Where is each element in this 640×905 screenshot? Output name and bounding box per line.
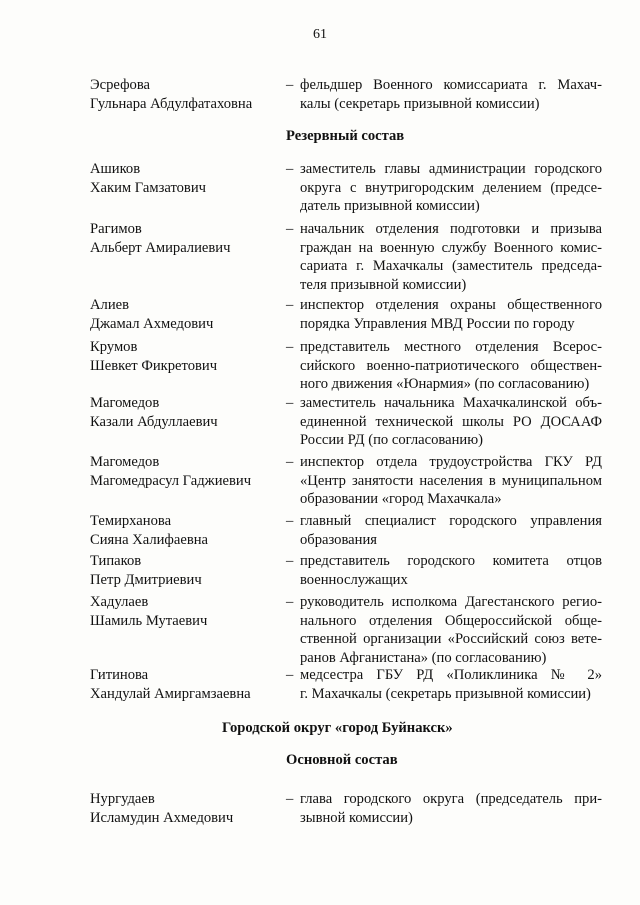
member-given-name: Шамиль Мутаевич: [90, 612, 208, 629]
dash-separator: –: [286, 553, 294, 569]
position-line: образования: [300, 531, 377, 548]
dash-separator: –: [286, 161, 294, 177]
position-line: фельдшер Военного комиссариата г. Махач-: [300, 77, 602, 93]
member-surname: Ашиков: [90, 161, 141, 177]
member-name: [90, 790, 280, 827]
section-heading-city: Городской округ «город Буйнакск»: [222, 720, 453, 736]
section-heading-main: Основной состав: [286, 752, 398, 768]
member-position: [300, 593, 602, 667]
member-position: [300, 394, 602, 450]
dash-separator: –: [286, 667, 294, 683]
member-name: [90, 552, 280, 589]
position-line: глава городского округа (председатель при-: [300, 791, 602, 807]
member-surname: Рагимов: [90, 221, 142, 237]
member-given-name: Гульнара Абдулфатаховна: [90, 95, 253, 112]
member-position: [300, 338, 602, 394]
position-line: граждан на военную службу Военного комис-: [300, 239, 602, 256]
member-given-name: Казали Абдуллаевич: [90, 413, 218, 430]
dash-separator: –: [286, 339, 294, 355]
member-name: [90, 296, 280, 333]
member-position: [300, 666, 602, 703]
dash-separator: –: [286, 221, 294, 237]
position-line: порядка Управления МВД России по городу: [300, 315, 575, 332]
dash-separator: –: [286, 594, 294, 610]
member-surname: Крумов: [90, 339, 138, 355]
position-line: нального отделения Общероссийской обще-: [300, 612, 602, 629]
dash-separator: –: [286, 791, 294, 807]
member-given-name: Петр Дмитриевич: [90, 571, 202, 588]
position-line: представитель местного отделения Всерос-: [300, 339, 602, 355]
member-given-name: Магомедрасул Гаджиевич: [90, 472, 252, 489]
position-line: главный специалист городского управления: [300, 513, 602, 529]
position-line: калы (секретарь призывной комиссии): [300, 95, 540, 112]
member-given-name: Хандулай Амиргамзаевна: [90, 685, 251, 702]
member-surname: Магомедов: [90, 395, 160, 411]
dash-separator: –: [286, 297, 294, 313]
position-line: ного движения «Юнармия» (по согласованию): [300, 376, 590, 392]
position-line: России РД (по согласованию): [300, 432, 483, 448]
member-position: [300, 160, 602, 216]
member-name: [90, 76, 280, 113]
position-line: сийского военно-патриотического обществен-: [300, 357, 602, 374]
position-line: инспектор отдела трудоустройства ГКУ РД: [300, 454, 602, 470]
dash-separator: –: [286, 77, 294, 93]
member-name: [90, 666, 280, 703]
dash-separator: –: [286, 454, 294, 470]
member-given-name: Хаким Гамзатович: [90, 179, 206, 196]
position-line: единенной технической школы РО ДОСААФ: [300, 413, 602, 430]
member-position: [300, 552, 602, 589]
member-position: [300, 512, 602, 549]
member-position: [300, 76, 602, 113]
position-line: сариата г. Махачкалы (заместитель председа-: [300, 258, 602, 274]
member-surname: Нургудаев: [90, 791, 155, 807]
position-line: зывной комиссии): [300, 809, 413, 826]
member-position: [300, 220, 602, 294]
member-name: [90, 593, 280, 630]
member-position: [300, 453, 602, 509]
member-name: [90, 220, 280, 257]
member-position: [300, 790, 602, 827]
member-surname: Темирханова: [90, 513, 172, 529]
position-line: заместитель начальника Махачкалинской объ-: [300, 395, 602, 411]
position-line: теля призывной комиссии): [300, 276, 467, 293]
member-surname: Эсрефова: [90, 77, 150, 93]
position-line: ственной организации «Российский союз вете-: [300, 631, 602, 647]
member-surname: Алиев: [90, 297, 129, 313]
member-given-name: Джамал Ахмедович: [90, 315, 214, 332]
member-given-name: Исламудин Ахмедович: [90, 809, 234, 826]
member-surname: Магомедов: [90, 454, 160, 470]
position-line: г. Махачкалы (секретарь призывной комиссии): [300, 685, 591, 702]
dash-separator: –: [286, 513, 294, 529]
position-line: заместитель главы администрации городского: [300, 161, 602, 177]
member-name: [90, 338, 280, 375]
position-line: медсестра ГБУ РД «Поликлиника № 2»: [300, 667, 602, 683]
member-name: [90, 160, 280, 197]
position-line: «Центр занятости населения в муниципальном: [300, 472, 602, 489]
position-line: образовании «город Махачкала»: [300, 491, 502, 507]
member-surname: Типаков: [90, 553, 142, 569]
member-surname: Гитинова: [90, 667, 149, 683]
member-name: [90, 512, 280, 549]
member-name: [90, 453, 280, 490]
member-position: [300, 296, 602, 333]
member-surname: Хадулаев: [90, 594, 149, 610]
member-given-name: Сияна Халифаевна: [90, 531, 209, 548]
page-number: 61: [313, 27, 327, 42]
dash-separator: –: [286, 395, 294, 411]
position-line: руководитель исполкома Дагестанского регио-: [300, 594, 602, 610]
section-heading-reserve: Резервный состав: [286, 128, 405, 144]
member-given-name: Шевкет Фикретович: [90, 357, 218, 374]
position-line: военнослужащих: [300, 571, 408, 588]
position-line: датель призывной комиссии): [300, 198, 480, 214]
member-given-name: Альберт Амиралиевич: [90, 239, 231, 256]
member-name: [90, 394, 280, 431]
position-line: начальник отделения подготовки и призыва: [300, 221, 602, 237]
position-line: округа с внутригородским делением (предсе-: [300, 179, 602, 196]
position-line: представитель городского комитета отцов: [300, 553, 602, 569]
position-line: инспектор отделения охраны общественного: [300, 297, 602, 313]
position-line: ранов Афганистана» (по согласованию): [300, 649, 547, 666]
